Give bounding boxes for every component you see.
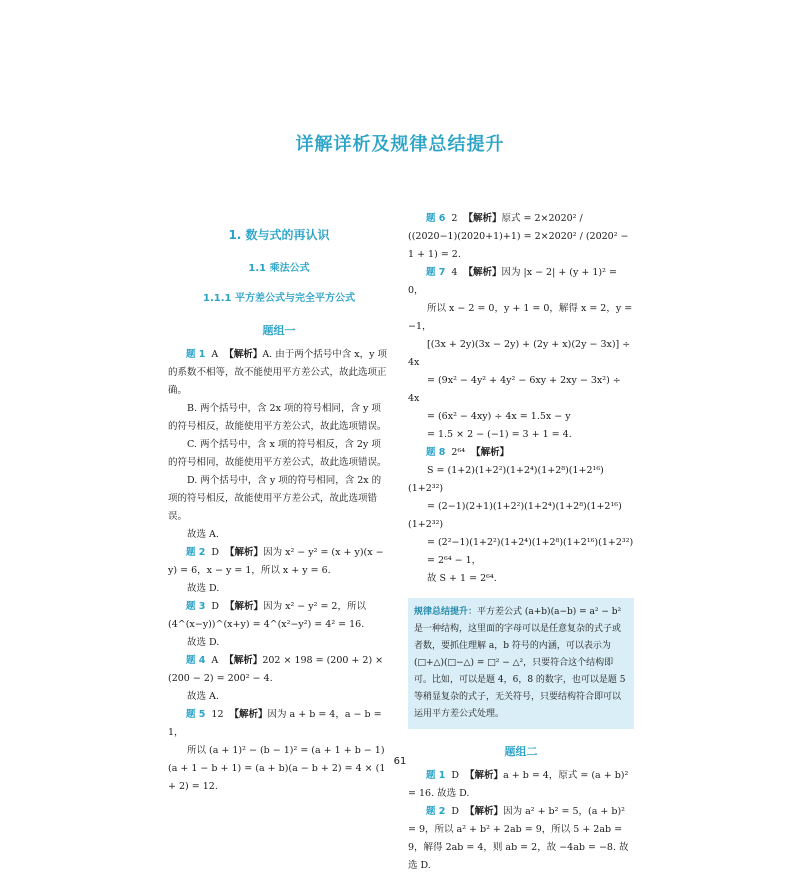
problem-item [408,803,634,875]
solution-text: 202 × 198 = (200 + 2) × (200 − 2) = 200² − 4. [168,655,384,684]
answer: A [211,349,219,360]
analysis-tag: 【解析】 [229,709,268,720]
problem-item [168,544,390,598]
summary-box [408,598,634,729]
problem-item [408,264,634,444]
solution-text: 因为 a² + b² = 5，(a + b)² = 9，所以 a² + b² + 2ab = 9，所以 5 + 2ab = 9，解得 2ab = 4，则 ab = 2，故 −4ab = −8. 故选 D. [408,806,629,871]
problem-label: 题 2 [186,547,206,558]
problem-label: 题 6 [426,213,446,224]
solution-paragraph: = (9x² − 4y² + 4y² − 6xy + 2xy − 3x²) ÷ 4x [408,375,621,404]
problem-label: 题 1 [426,770,446,781]
solution-paragraph: 故选 D. [187,637,220,648]
problem-list [408,210,634,588]
problem-list [408,767,634,875]
problem-first-line [168,706,390,742]
group-title: 题组二 [504,745,538,758]
solution-paragraph: C. 两个括号中，含 x 项的符号相反，含 2y 项的符号相同，故能使用平方差公式，故此选项错误。 [168,439,387,468]
problem-first-line [408,264,634,300]
answer: D [451,770,460,781]
right-column [408,210,634,875]
analysis-tag: 【解析】 [225,547,264,558]
solution-paragraph: 故选 A. [187,529,219,540]
solution-text: 因为 |x − 2| + (y + 1)² = 0， [408,267,617,296]
subsubsection-heading: 1.1.1 平方差公式与完全平方公式 [203,293,355,304]
solution-text: 因为 x² − y² = (x + y)(x − y) = 6，x − y = 1，所以 x + y = 6. [168,547,384,576]
problem-first-line [168,544,390,580]
analysis-tag: 【解析】 [463,213,502,224]
problem-label: 题 7 [426,267,446,278]
analysis-tag: 【解析】 [225,601,264,612]
section-heading: 1. 数与式的再认识 [228,228,330,242]
solution-text: 原式 = 2×2020² / ((2020−1)(2020+1)+1) = 2×2020² / (2020² − 1 + 1) = 2. [408,213,629,260]
solution-text: 因为 a + b = 4，a − b = 1， [168,709,382,738]
problem-first-line [408,210,634,264]
page-number: 61 [393,756,407,767]
analysis-tag: 【解析】 [463,267,502,278]
problem-first-line [168,598,390,634]
analysis-tag: 【解析】 [471,447,510,458]
solution-paragraph: = 2⁶⁴ − 1， [427,555,482,566]
problem-first-line [408,803,634,875]
analysis-tag: 【解析】 [224,349,263,360]
problem-list [168,346,390,796]
solution-text: a + b = 4，原式 = (a + b)² = 16. 故选 D. [408,770,629,799]
solution-paragraph: = (2−1)(2+1)(1+2²)(1+2⁴)(1+2⁸)(1+2¹⁶)(1+2³²) [408,501,622,530]
problem-label: 题 8 [426,447,446,458]
answer: D [451,806,460,817]
solution-paragraph: 所以 (a + 1)² − (b − 1)² = (a + 1 + b − 1)(a + 1 − b + 1) = (a + b)(a − b + 2) = 4 × (1 + 2) = 12. [168,745,386,792]
solution-paragraph: [(3x + 2y)(3x − 2y) + (2y + x)(2y − 3x)] ÷ 4x [408,339,631,368]
problem-label: 题 2 [426,806,446,817]
solution-paragraph: 故选 A. [187,691,219,702]
analysis-tag: 【解析】 [465,806,504,817]
problem-first-line [408,444,634,462]
problem-label: 题 5 [186,709,206,720]
answer: A [211,655,219,666]
problem-item [168,652,390,706]
page-title: 详解详析及规律总结提升 [295,134,505,155]
answer: 2⁶⁴ [451,447,466,458]
problem-first-line [408,767,634,803]
solution-paragraph: B. 两个括号中，含 2x 项的符号相同，含 y 项的符号相反，故能使用平方差公式，故此选项错误。 [168,403,387,432]
solution-paragraph: S = (1+2)(1+2²)(1+2⁴)(1+2⁸)(1+2¹⁶)(1+2³²) [408,465,604,494]
answer: D [211,547,220,558]
summary-text: 平方差公式 (a+b)(a−b) = a² − b² 是一种结构，这里面的字母可以是任意复杂的式子或者数，要抓住理解 a，b 符号的内涵，可以表示为 (□+△)(□−△) = □² − △²，只要符合这个结构即可。比如，可以是题 4，6，8 的数字，也可以是题 5 等稍显复杂的式子，无关符号，只要结构符合即可以运用平方差公式处理。 [414,607,626,719]
answer: 12 [211,709,224,720]
group-title: 题组一 [262,324,296,337]
solution-paragraph: 故 S + 1 = 2⁶⁴. [427,573,497,584]
solution-paragraph: 所以 x − 2 = 0，y + 1 = 0，解得 x = 2，y = −1， [408,303,633,332]
solution-paragraph: D. 两个括号中，含 y 项的符号相同，含 2x 的项的符号相反，故能使用平方差公式，故此选项错误。 [168,475,382,522]
answer: D [211,601,220,612]
left-column [168,210,390,796]
problem-item [168,706,390,796]
subsection-heading: 1.1 乘法公式 [248,263,310,274]
problem-item [168,598,390,652]
analysis-tag: 【解析】 [224,655,263,666]
solution-paragraph: 故选 D. [187,583,220,594]
problem-first-line [168,346,390,400]
problem-label: 题 3 [186,601,206,612]
problem-item [408,210,634,264]
solution-paragraph: = (2²−1)(1+2²)(1+2⁴)(1+2⁸)(1+2¹⁶)(1+2³²) [427,537,634,548]
solution-text: A. 由于两个括号中含 x，y 项的系数不相等，故不能使用平方差公式，故此选项正确。 [168,349,387,396]
answer: 4 [451,267,458,278]
problem-item [408,444,634,588]
problem-label: 题 1 [186,349,206,360]
answer: 2 [451,213,458,224]
problem-label: 题 4 [186,655,206,666]
solution-text: 因为 x² − y² = 2，所以 (4^(x−y))^(x+y) = 4^(x²−y²) = 4² = 16. [168,601,366,630]
problem-item [408,767,634,803]
problem-item [168,346,390,544]
summary-title: 规律总结提升： [414,607,478,617]
analysis-tag: 【解析】 [465,770,504,781]
solution-paragraph: = (6x² − 4xy) ÷ 4x = 1.5x − y [427,411,571,422]
problem-first-line [168,652,390,688]
solution-paragraph: = 1.5 × 2 − (−1) = 3 + 1 = 4. [427,429,572,440]
